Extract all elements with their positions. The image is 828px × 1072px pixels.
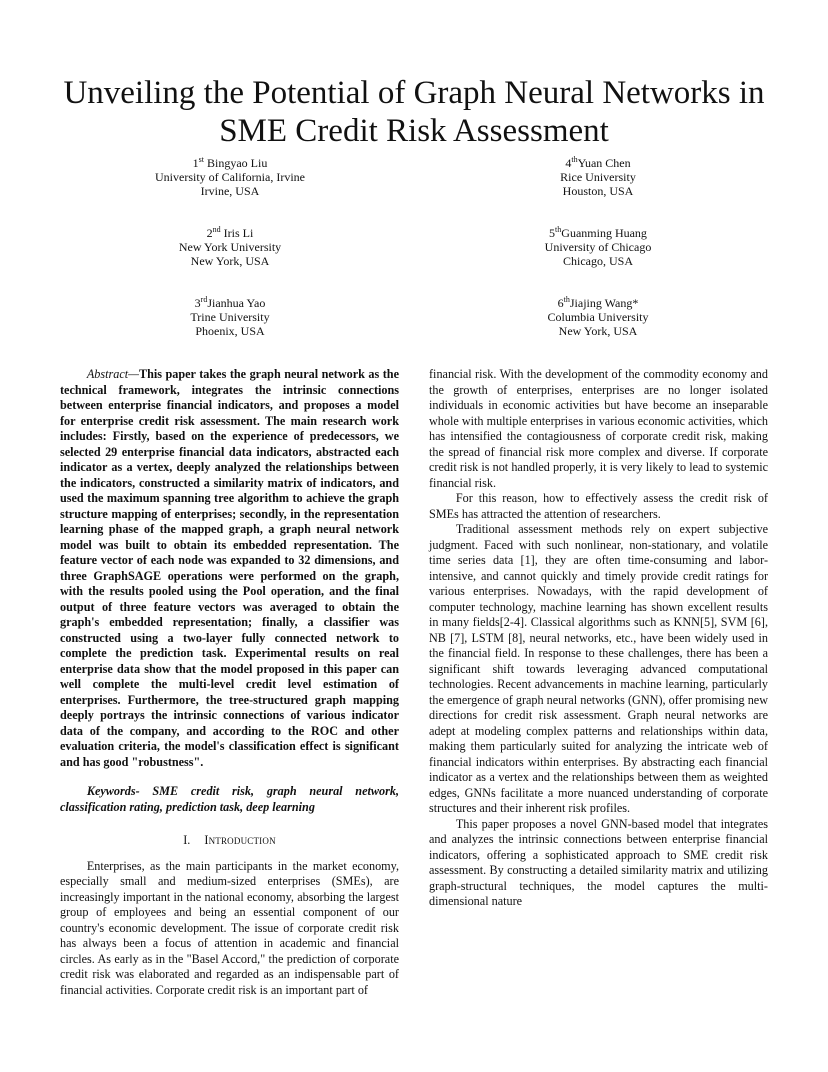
abstract-lead: Abstract— [86,367,139,381]
author-location: Chicago, USA [563,254,633,268]
body-paragraph: Enterprises, as the main participants in the market economy, especially small and medium-sized enterprises (SMEs), are increasingly important in the national economy, absorbing the largest group of employees and being an essential component of our country's economic development. The issue of corporate credit risk has always been a focus of attention in academic and financial circles. As early as in the "Basel Accord," the prediction of corporate credit risk was elaborated and regarded as an indispensable part of financial activities. Corporate credit risk is an important part of [60,858,399,997]
body-paragraph: For this reason, how to effectively assess the credit risk of SMEs has attracted the attention of researchers. [429,491,768,521]
author-name: 6thJiajing Wang* [557,295,639,310]
author-location: New York, USA [558,324,638,338]
author-block-4 [468,156,728,198]
author-location: Houston, USA [562,184,634,198]
section-number: I. [183,833,191,847]
keywords: Keywords- SME credit risk, graph neural network, classification rating, prediction task, deep learning [60,784,399,814]
author-location: New York, USA [190,254,270,268]
author-affiliation: Trine University [190,310,270,324]
author-location: Irvine, USA [200,184,260,198]
section-title: Introduction [204,833,276,847]
author-name: 2nd Iris Li [206,225,254,240]
author-block-1 [100,156,360,198]
author-block-5 [468,226,728,268]
body-paragraph: This paper proposes a novel GNN-based model that integrates and analyzes the intrinsic connections between enterprise financial indicators, offering a sophisticated approach to SME credit risk assessment. By constructing a detailed similarity matrix and utilizing graph-structural techniques, the model captures the multi-dimensional nature [429,816,768,908]
author-name: 3rdJianhua Yao [194,295,266,310]
author-block-2 [100,226,360,268]
body-paragraph: Traditional assessment methods rely on expert subjective judgment. Faced with such nonlinear, non-stationary, and volatile time series data [1], they are often time-consuming and labor-intensive, and cannot quickly and timely provide credit ratings for various enterprises. Nowadays, with the rapid development of computer technology, machine learning has shown excellent results in many fields[2-4]. Classical algorithms such as KNN[5], SVM [6], NB [7], LSTM [8], neural networks, etc., have been widely used in the financial field. In response to these challenges, there has been a significant shift towards leveraging advanced computational technologies. Recent advancements in machine learning, particularly the emergence of graph neural networks (GNN), offer promising new directions for credit risk assessment. Graph neural networks are adept at modeling complex patterns and relationships within data, making them particularly suited for analyzing the intricate web of financial indicators within enterprises. By abstracting each financial indicator as a vertex and the relationships between them as weighted edges, GNNs facilitate a more nuanced understanding of corporate structures and their inherent risk profiles. [429,522,768,815]
left-column [60,367,399,998]
author-name: 1st Bingyao Liu [192,155,268,170]
section-heading [60,833,399,849]
paper-title: Unveiling the Potential of Graph Neural Networks in SME Credit Risk Assessment [63,75,765,149]
author-block-6 [468,296,728,338]
author-affiliation: University of Chicago [544,240,652,254]
author-name: 4thYuan Chen [565,155,631,170]
abstract-text: This paper takes the graph neural network as the technical framework, integrates the intrinsic connections between enterprise financial indicators, and proposes a model for enterprise credit risk assessment. The main research work includes: Firstly, based on the experience of predecessors, we selected 29 enterprise financial data indicators, abstracted each indicator as a vertex, deeply analyzed the relationships between the indicators, constructed a similarity matrix of indicators, and used the maximum spanning tree algorithm to achieve the graph structure mapping of enterprises; secondly, in the representation learning phase of the mapped graph, a graph neural network model was built to obtain its embedded representation. The feature vector of each node was expanded to 32 dimensions, and three GraphSAGE operations were performed on the graph, with the results pooled using the Pool operation, and the final output of three feature vectors was averaged to obtain the graph's embedded representation; finally, a classifier was constructed using a two-layer fully connected network to complete the prediction task. Experimental results on real enterprise data show that the model proposed in this paper can well complete the multi-level credit level estimation of enterprises. Furthermore, the tree-structured graph mapping deeply portrays the intrinsic connections of various indicator data of the company, and according to the ROC and other evaluation criteria, the model's classification effect is significant and has good "robustness". [60,367,399,769]
author-location: Phoenix, USA [195,324,265,338]
right-column [429,367,768,910]
author-block-3 [100,296,360,338]
author-affiliation: Columbia University [547,310,649,324]
abstract [60,367,399,770]
author-affiliation: New York University [178,240,282,254]
author-affiliation: University of California, Irvine [155,170,305,184]
author-affiliation: Rice University [560,170,636,184]
author-name: 5thGuanming Huang [549,225,647,240]
body-paragraph: financial risk. With the development of the commodity economy and the growth of enterprises, enterprises are no longer isolated individuals in economic activities but have become an inseparable whole with multiple enterprises in various economic activities, which has intensified the contagiousness of corporate credit risk, making the spread of financial risk more complex and diverse. If corporate credit risk is not handled properly, it is very likely to lead to systemic financial risk. [429,367,768,490]
